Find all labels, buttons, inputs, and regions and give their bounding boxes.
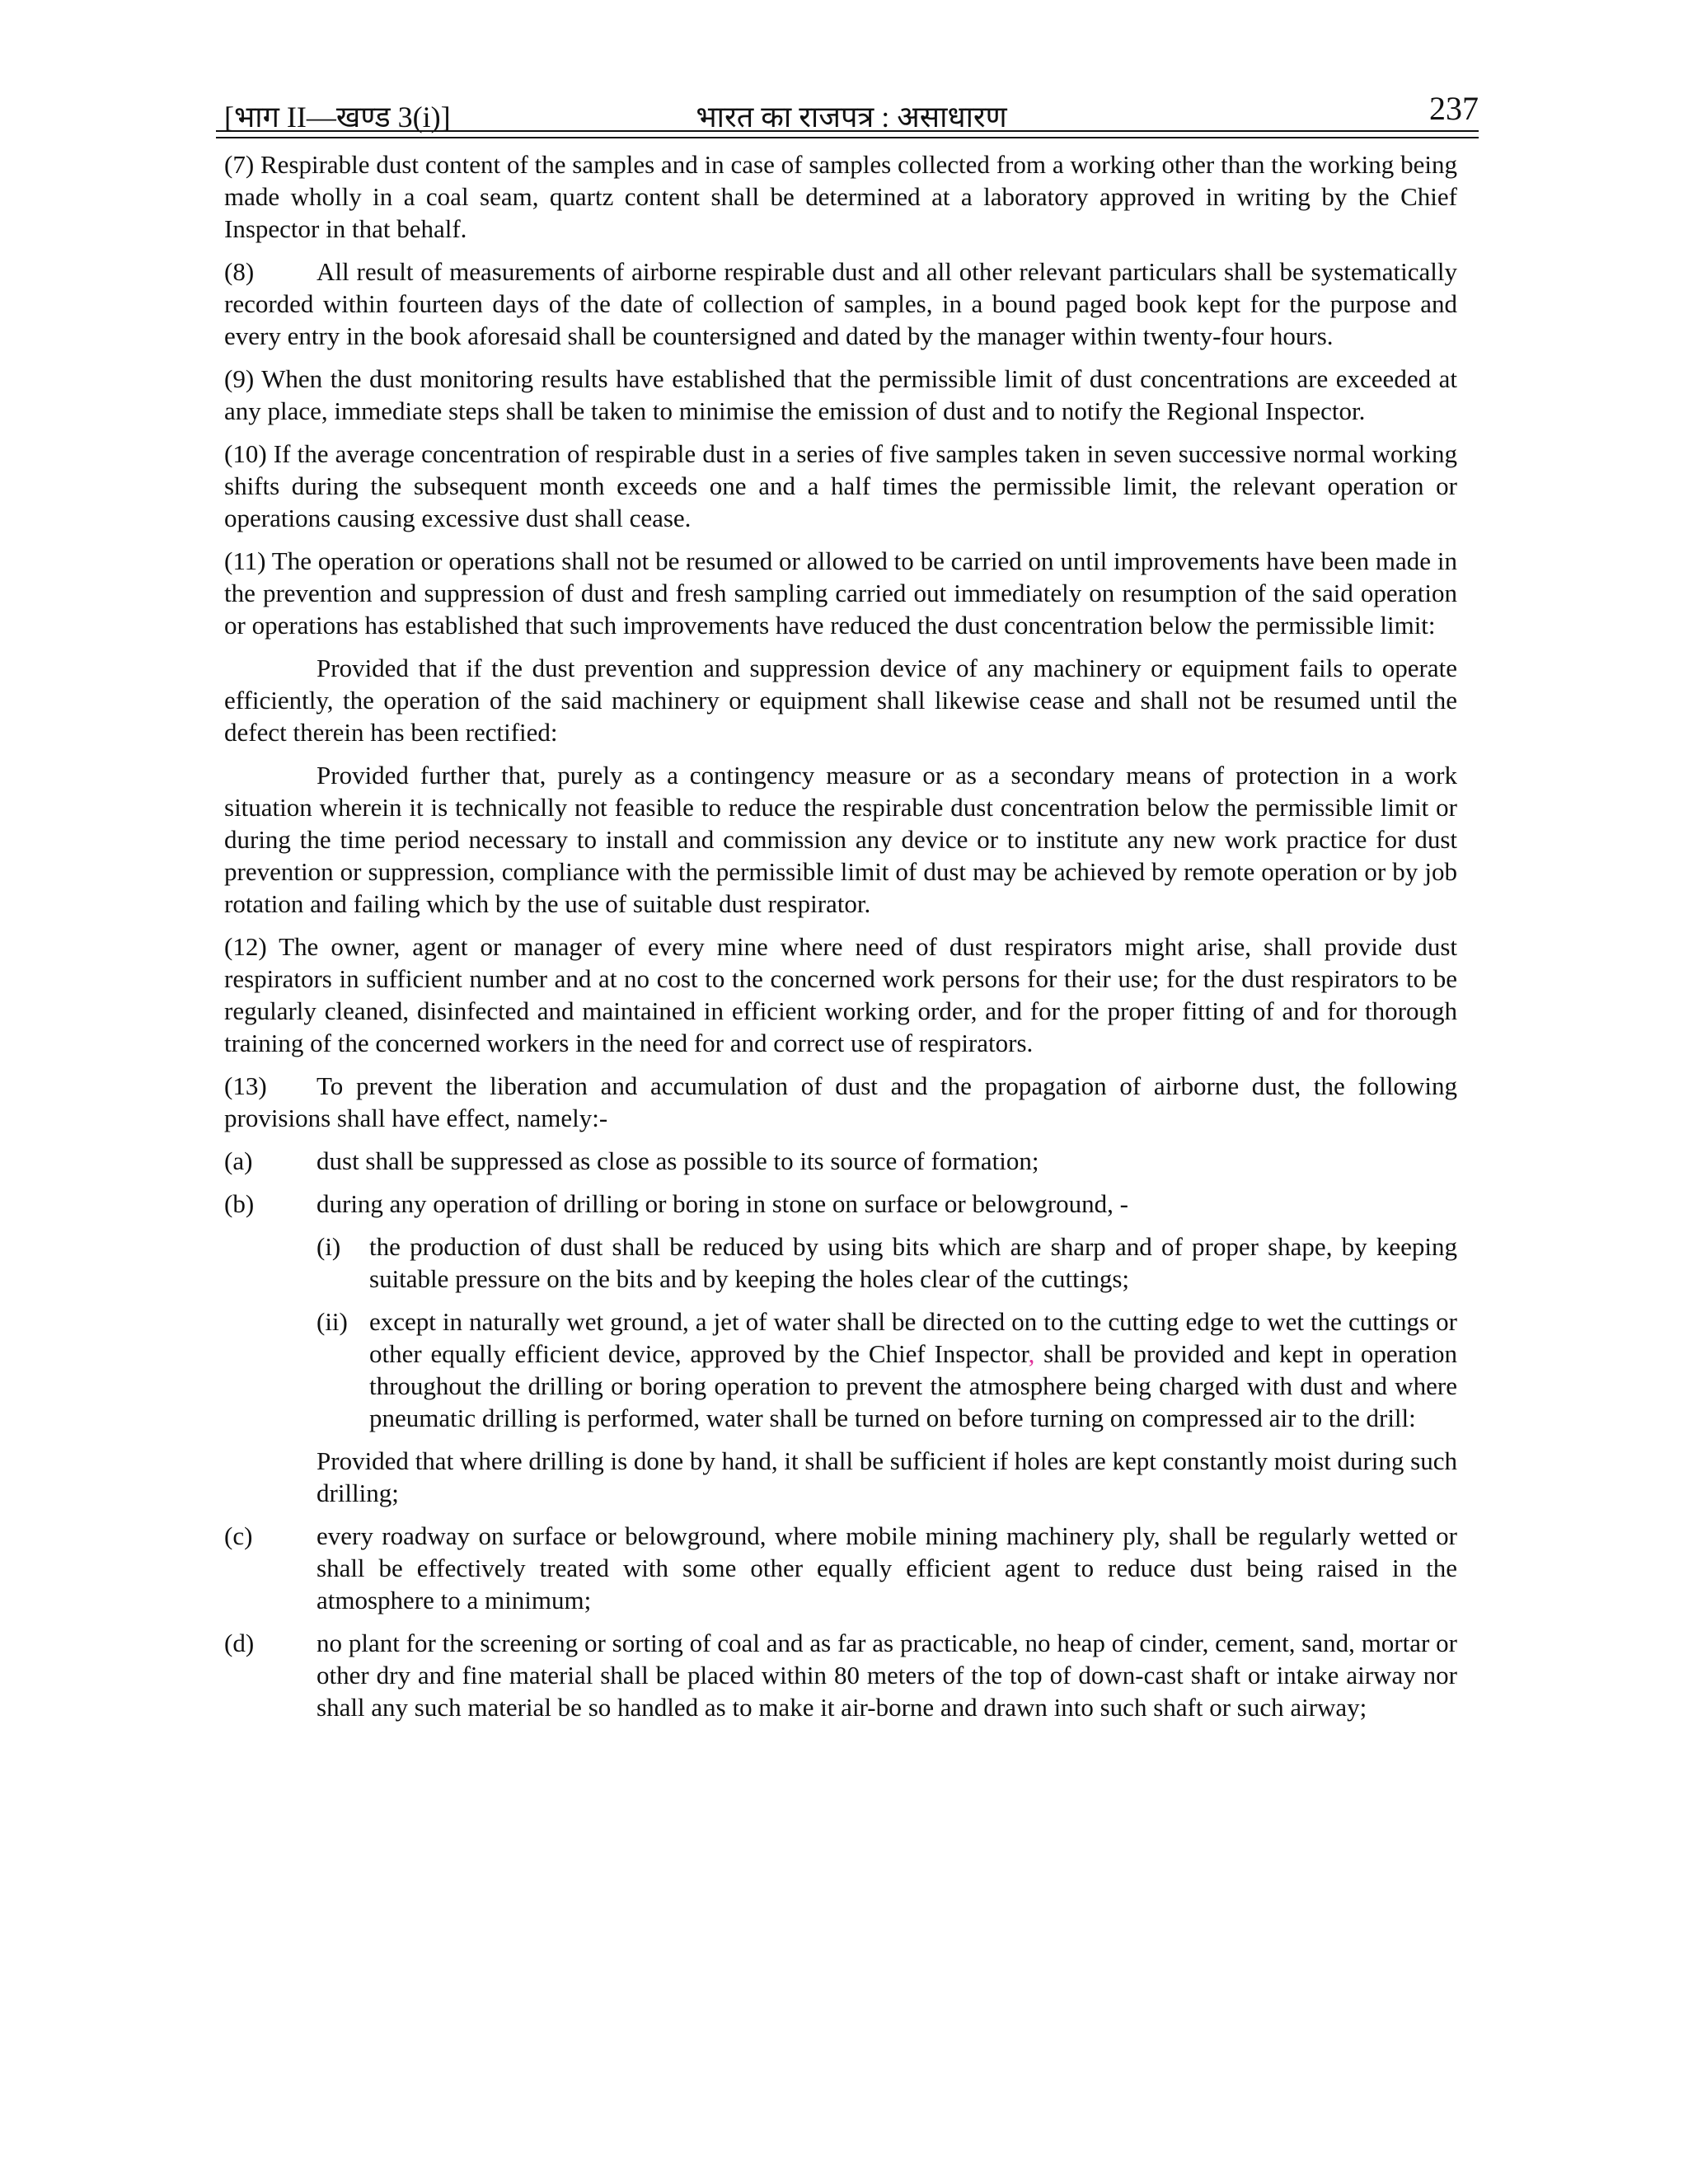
subitem-ii-text-part2: shall be provided and kept in operation throughout the drilling or boring operation to prevent the atmosphere being charged with dust and where pneumatic drilling is performed, water shall be turned on before turning on compressed air to the drill: <box>369 1339 1457 1432</box>
subitem-ii <box>224 1305 1457 1434</box>
clause-8-label: (8) <box>224 257 255 286</box>
clause-8-text: All result of measurements of airborne respirable dust and all other relevant particulars shall be systematically recorded within fourteen days of the date of collection of samples, in a bound paged book kept for the purpose and every entry in the book aforesaid shall be countersigned and dated by the manager within twenty-four hours. <box>224 257 1457 350</box>
page-header <box>224 89 1479 135</box>
header-rule-top <box>216 130 1479 132</box>
item-a <box>224 1145 1457 1177</box>
clause-7: (7) Respirable dust content of the samples and in case of samples collected from a working other than the working being made wholly in a coal seam, quartz content shall be determined at a laboratory approved in writing by the Chief Inspector in that behalf. <box>224 150 1457 243</box>
document-body <box>224 148 1457 1734</box>
subitem-ii-text-part1: except in naturally wet ground, a jet of water shall be directed on to the cutting edge to wet the cuttings or other equally efficient device, approved by the Chief Inspector <box>369 1307 1457 1368</box>
clause-13 <box>224 1070 1457 1134</box>
clause-10: (10) If the average concentration of respirable dust in a series of five samples taken in seven successive normal working shifts during the subsequent month exceeds one and a half times the permissible limit, the relevant operation or operations causing excessive dust shall cease. <box>224 439 1457 532</box>
subitem-ii-label: (ii) <box>316 1307 348 1336</box>
item-d-text: no plant for the screening or sorting of coal and as far as practicable, no heap of cinder, cement, sand, mortar or other dry and fine material shall be placed within 80 meters of the top of down-cast shaft or intake airway nor shall any such material be so handled as to make it air-borne and drawn into such shaft or such airway; <box>316 1629 1457 1722</box>
subitem-i <box>224 1230 1457 1295</box>
clause-11: (11) The operation or operations shall not be resumed or allowed to be carried on until improvements have been made in the prevention and suppression of dust and fresh sampling carried out immediately on resumption of the said operation or operations has established that such improvements have reduced the dust concentration below the permissible limit: <box>224 546 1457 640</box>
item-c-label: (c) <box>224 1521 253 1550</box>
clause-13-text: To prevent the liberation and accumulation of dust and the propagation of airborne dust, the following provisions shall have effect, namely:- <box>224 1071 1457 1132</box>
header-rule-bottom <box>216 137 1479 138</box>
proviso-2: Provided further that, purely as a contingency measure or as a secondary means of protection in a work situation wherein it is technically not feasible to reduce the respirable dust concentration below the permissible limit or during the time period necessary to install and commission any device or to institute any new work practice for dust prevention or suppression, compliance with the permissible limit of dust may be achieved by remote operation or by job rotation and failing which by the use of suitable dust respirator. <box>224 761 1457 918</box>
clause-12: (12) The owner, agent or manager of every mine where need of dust respirators might arise, shall provide dust respirators in sufficient number and at no cost to the concerned work persons for their use; for the dust respirators to be regularly cleaned, disinfected and maintained in efficient working order, and for the proper fitting of and for thorough training of the concerned workers in the need for and correct use of respirators. <box>224 932 1457 1057</box>
header-title: भारत का राजपत्र : असाधारण <box>696 101 1007 134</box>
subitem-ii-comma: , <box>1028 1339 1035 1368</box>
page-number: 237 <box>1429 90 1479 127</box>
clause-9: (9) When the dust monitoring results have established that the permissible limit of dust concentrations are exceeded at any place, immediate steps shall be taken to minimise the emission of dust and to notify the Regional Inspector. <box>224 364 1457 425</box>
item-a-label: (a) <box>224 1146 253 1175</box>
header-section: [भाग II—खण्ड 3(i)] <box>224 101 451 134</box>
item-b-label: (b) <box>224 1189 255 1218</box>
clause-8 <box>224 255 1457 352</box>
clause-13-label: (13) <box>224 1071 267 1100</box>
item-d-label: (d) <box>224 1629 255 1657</box>
item-c-text: every roadway on surface or belowground, where mobile mining machinery ply, shall be regularly wetted or shall be effectively treated with some other equally efficient agent to reduce dust being raised in the atmosphere to a minimum; <box>316 1521 1457 1615</box>
subitem-i-label: (i) <box>316 1232 341 1261</box>
item-c <box>224 1520 1457 1616</box>
subitem-i-text: the production of dust shall be reduced by using bits which are sharp and of proper shape, by keeping suitable pressure on the bits and by keeping the holes clear of the cuttings; <box>369 1232 1457 1293</box>
proviso-1: Provided that if the dust prevention and suppression device of any machinery or equipment fails to operate efficiently, the operation of the said machinery or equipment shall likewise cease and shall not be resumed until the defect therein has been rectified: <box>224 654 1457 747</box>
proviso-3: Provided that where drilling is done by hand, it shall be sufficient if holes are kept constantly moist during such drilling; <box>316 1446 1457 1507</box>
item-a-text: dust shall be suppressed as close as possible to its source of formation; <box>316 1146 1039 1175</box>
item-b-text: during any operation of drilling or boring in stone on surface or belowground, - <box>316 1189 1128 1218</box>
item-b <box>224 1188 1457 1220</box>
item-d <box>224 1627 1457 1723</box>
